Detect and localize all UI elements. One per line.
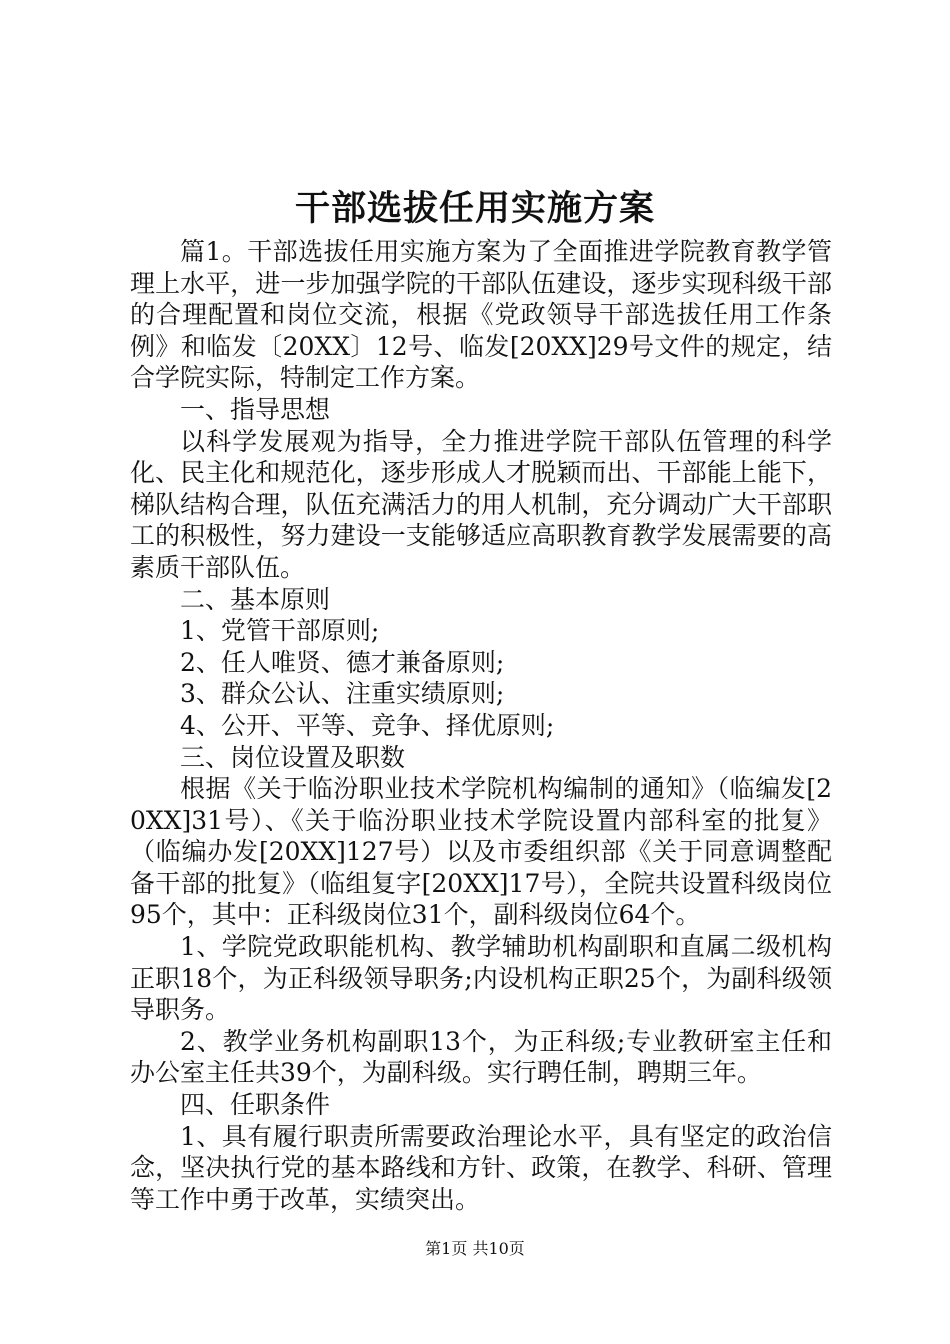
heading-guiding-ideology: 一、指导思想: [180, 394, 331, 424]
heading-qualifications: 四、任职条件: [180, 1090, 331, 1120]
paragraph-intro: 篇1。干部选拔任用实施方案为了全面推进学院教育教学管理上水平，进一步加强学院的干部队伍建设，逐步实现科级干部的合理配置和岗位交流，根据《党政领导干部选拔任用工作条例》和临发〔20XX〕12号、临发[20XX]29号文件的规定，结合学院实际，特制定工作方案。: [130, 237, 832, 393]
principle-item: 3、群众公认、注重实绩原则;: [180, 679, 505, 709]
position-item: 2、教学业务机构副职13个，为正科级;专业教研室主任和办公室主任共39个，为副科级。实行聘任制，聘期三年。: [130, 1026, 832, 1088]
heading-basic-principles: 二、基本原则: [180, 584, 331, 614]
principle-item: 4、公开、平等、竞争、择优原则;: [180, 710, 555, 740]
principle-item: 1、党管干部原则;: [180, 616, 380, 646]
page-footer: 第1页 共10页: [425, 1239, 525, 1258]
qualification-item: 1、具有履行职责所需要政治理论水平，具有坚定的政治信念，坚决执行党的基本路线和方针、政策，在教学、科研、管理等工作中勇于改革，实绩突出。: [130, 1121, 832, 1214]
document-body: [130, 236, 832, 1215]
paragraph-guiding-ideology: 以科学发展观为指导，全力推进学院干部队伍管理的科学化、民主化和规范化，逐步形成人才脱颖而出、干部能上能下，梯队结构合理，队伍充满活力的用人机制，充分调动广大干部职工的积极性，努力建设一支能够适应高职教育教学发展需要的高素质干部队伍。: [130, 426, 832, 582]
position-item: 1、学院党政职能机构、教学辅助机构副职和直属二级机构正职18个，为正科级领导职务;内设机构正职25个，为副科级领导职务。: [130, 932, 832, 1025]
principle-item: 2、任人唯贤、德才兼备原则;: [180, 647, 505, 677]
document-title: 干部选拔任用实施方案: [294, 189, 655, 229]
heading-positions: 三、岗位设置及职数: [180, 742, 406, 772]
paragraph-positions: 根据《关于临汾职业技术学院机构编制的通知》（临编发[20XX]31号）、《关于临汾职业技术学院设置内部科室的批复》（临编办发[20XX]127号）以及市委组织部《关于同意调整配备干部的批复》（临组复字[20XX]17号），全院共设置科级岗位95个，其中：正科级岗位31个，副科级岗位64个。: [130, 774, 832, 930]
